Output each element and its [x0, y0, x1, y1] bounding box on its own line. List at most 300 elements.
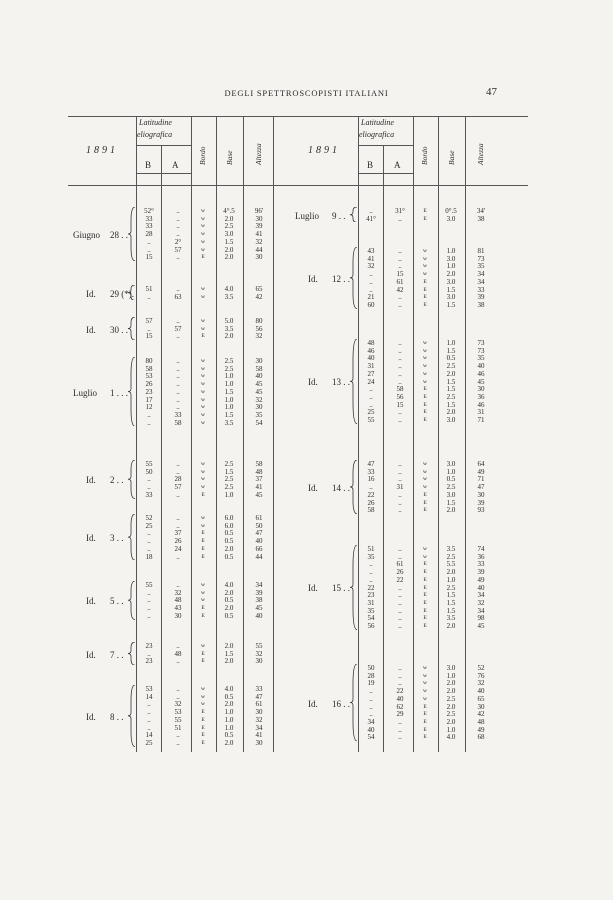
left-lat-b-cell: 15	[145, 332, 153, 341]
right-col-bordo: Bordo	[420, 146, 429, 165]
right-lat-a-cell: ..	[398, 671, 402, 680]
right-altezza-cell: 34	[477, 277, 485, 286]
left-date-label: Luglio	[73, 387, 97, 398]
right-lat-b-cell: ..	[369, 392, 373, 401]
right-lat-a-cell: ..	[398, 300, 402, 309]
left-altezza-cell: 40	[255, 611, 263, 620]
right-altezza-cell: 81	[477, 247, 485, 255]
brace-icon	[128, 317, 136, 340]
right-lat-b-cell: ..	[369, 385, 373, 394]
left-lat-b-cell: 55	[145, 581, 153, 589]
right-base-cell: 1.5	[446, 285, 456, 294]
right-bordo-cell: E	[423, 507, 427, 514]
right-lat-a-cell: ..	[398, 717, 402, 726]
left-base-cell: 0.5	[224, 529, 234, 538]
right-altezza-cell: 30	[477, 702, 485, 711]
left-bordo-cell: w	[201, 223, 205, 230]
left-bordo-cell: E	[201, 333, 205, 340]
right-lat-a-cell: ..	[398, 552, 402, 561]
right-lat-b-cell: ..	[369, 400, 373, 409]
left-base-cell: 1.5	[224, 410, 234, 419]
left-bordo-cell: E	[201, 650, 205, 657]
left-lat-a-cell: ..	[176, 332, 180, 341]
left-lat-a-cell: ..	[176, 685, 180, 693]
right-base-cell: 1.5	[446, 591, 456, 600]
left-base-cell: 6.0	[224, 521, 234, 530]
left-altezza-cell: 42	[255, 292, 263, 301]
right-base-cell: 3.0	[446, 460, 456, 468]
right-bordo-cell: E	[423, 286, 427, 293]
right-lat-a-cell: ..	[398, 545, 402, 553]
right-bordo-cell: w	[423, 553, 427, 560]
left-base-cell: 0.5	[224, 692, 234, 701]
left-base-cell: 4°.5	[223, 207, 235, 215]
right-lat-a-cell: ..	[398, 614, 402, 623]
right-bordo-cell: E	[423, 726, 427, 733]
left-base-cell: 1.0	[224, 715, 234, 724]
left-altezza-cell: 96'	[254, 207, 264, 215]
right-altezza-cell: 52	[477, 664, 485, 672]
left-col-rule	[161, 145, 162, 752]
right-altezza-cell: 31	[477, 408, 485, 417]
right-altezza-cell: 33	[477, 285, 485, 294]
left-altezza-cell: 32	[255, 649, 263, 658]
right-lat-b-cell: 58	[367, 506, 375, 515]
left-lat-b-cell: ..	[147, 237, 151, 246]
right-base-cell: 2.0	[446, 506, 456, 515]
left-lat-b-cell: ..	[147, 588, 151, 597]
left-date-label: Id.	[86, 711, 96, 722]
right-altezza-cell: 74	[477, 545, 485, 553]
right-lat-b-cell: 48	[367, 339, 375, 347]
left-altezza-cell: 45	[255, 604, 263, 613]
brace-icon	[350, 207, 358, 222]
left-lat-b-cell: 23	[145, 387, 153, 396]
right-lat-b-cell: 22	[367, 490, 375, 499]
left-base-cell: 0.5	[224, 596, 234, 605]
left-bordo-cell: w	[201, 701, 205, 708]
left-lat-a-cell: 63	[174, 292, 182, 301]
left-lat-a-cell: ..	[176, 317, 180, 325]
right-bordo-cell: E	[423, 576, 427, 583]
right-lat-a-cell: 58	[396, 385, 404, 394]
right-altezza-cell: 39	[477, 568, 485, 577]
right-lat-b-cell: 24	[367, 377, 375, 386]
right-lat-b-cell: ..	[369, 270, 373, 279]
left-altezza-cell: 54	[255, 418, 263, 427]
right-date-day: 12 . .	[332, 273, 350, 284]
brace-icon	[350, 460, 358, 514]
left-lat-b-cell: ..	[147, 604, 151, 613]
right-bordo-cell: E	[423, 401, 427, 408]
left-base-cell: 2.0	[224, 332, 234, 341]
right-bordo-cell: E	[423, 607, 427, 614]
right-lat-b-cell: 56	[367, 622, 375, 630]
right-bordo-cell: E	[423, 409, 427, 416]
left-base-cell: 4.0	[224, 285, 234, 293]
left-date-day: 28 . .	[110, 229, 128, 240]
right-lat-b-cell: 54	[367, 733, 375, 742]
right-altezza-cell: 71	[477, 475, 485, 484]
left-lat-a-cell: ..	[176, 387, 180, 396]
left-lat-a-cell: 2°	[174, 237, 182, 246]
right-lat-a-cell: 31°	[395, 207, 405, 215]
left-col-rule	[243, 116, 244, 752]
right-lat-a-cell: 61	[396, 277, 404, 286]
table-top-rule	[68, 116, 528, 117]
left-base-cell: 1.0	[224, 380, 234, 389]
left-bordo-cell: w	[201, 461, 205, 467]
left-lat-b-cell: 28	[145, 230, 153, 239]
right-base-cell: 2.5	[446, 392, 456, 401]
left-lat-b-cell: 14	[145, 731, 153, 740]
right-lat-b-cell: 28	[367, 671, 375, 680]
right-lat-b-cell: 16	[367, 475, 375, 484]
right-lat-b-cell: 23	[367, 591, 375, 600]
left-altezza-cell: 38	[255, 596, 263, 605]
left-base-cell: 2.0	[224, 604, 234, 613]
left-altezza-cell: 58	[255, 460, 263, 468]
left-bordo-cell: w	[201, 365, 205, 372]
left-base-cell: 1.0	[224, 403, 234, 412]
right-base-cell: 3.0	[446, 277, 456, 286]
left-bordo-cell: w	[201, 208, 205, 214]
left-lat-b-cell: 33	[145, 490, 153, 499]
right-bordo-cell: w	[423, 672, 427, 679]
left-lat-b-cell: 14	[145, 692, 153, 701]
left-altezza-cell: 34	[255, 723, 263, 732]
right-altezza-cell: 34	[477, 591, 485, 600]
right-base-cell: 1.0	[446, 467, 456, 476]
left-bordo-cell: w	[201, 484, 205, 491]
left-altezza-cell: 30	[255, 357, 263, 365]
left-base-cell: 1.5	[224, 467, 234, 476]
right-lat-a-cell: ..	[398, 346, 402, 355]
left-lat-b-cell: 26	[145, 380, 153, 389]
left-base-cell: 1.5	[224, 649, 234, 658]
right-base-cell: 2.0	[446, 369, 456, 378]
right-lat-a-cell: 22	[396, 575, 404, 584]
left-lat-a-cell: ..	[176, 372, 180, 381]
right-altezza-cell: 68	[477, 733, 485, 742]
left-lat-b-cell: 15	[145, 253, 153, 262]
right-lat-a-cell: 26	[396, 568, 404, 577]
left-base-cell: 2.0	[224, 588, 234, 597]
right-lat-b-cell: 40	[367, 725, 375, 734]
left-base-cell: 0.5	[224, 537, 234, 546]
right-bordo-cell: w	[423, 695, 427, 702]
left-col-rule	[216, 116, 217, 752]
brace-icon	[128, 642, 136, 665]
right-altezza-cell: 40	[477, 687, 485, 696]
right-lat-a-cell: ..	[398, 408, 402, 417]
left-lat-a-cell: ..	[176, 657, 180, 666]
right-bordo-cell: E	[423, 623, 427, 629]
left-year-heading: 1891	[86, 145, 118, 156]
left-lat-a-cell: ..	[176, 230, 180, 239]
left-lat-a-cell: 53	[174, 708, 182, 717]
left-date-label: Id.	[86, 533, 96, 544]
right-bordo-cell: w	[423, 546, 427, 552]
right-bordo-cell: E	[423, 208, 427, 214]
left-altezza-cell: 41	[255, 230, 263, 239]
left-lat-b-cell: 80	[145, 357, 153, 365]
right-altezza-cell: 49	[477, 725, 485, 734]
left-lat-a-cell: 51	[174, 723, 182, 732]
left-lat-a-cell: ..	[176, 460, 180, 468]
right-lat-a-cell: ..	[398, 262, 402, 271]
left-lat-a-cell: ..	[176, 380, 180, 389]
right-lat-a-cell: 15	[396, 400, 404, 409]
left-lat-a-cell: ..	[176, 253, 180, 262]
left-bordo-cell: w	[201, 325, 205, 332]
left-base-cell: 1.5	[224, 237, 234, 246]
right-lat-a-cell: 40	[396, 694, 404, 703]
left-altezza-cell: 32	[255, 715, 263, 724]
right-bordo-cell: E	[423, 499, 427, 506]
right-bordo-cell: E	[423, 386, 427, 393]
left-base-cell: 5.0	[224, 317, 234, 325]
left-altezza-cell: 45	[255, 380, 263, 389]
left-lat-a-cell: ..	[176, 642, 180, 650]
right-lat-b-cell: ..	[369, 560, 373, 569]
left-lat-b-cell: ..	[147, 708, 151, 717]
right-lat-b-cell: 43	[367, 247, 375, 255]
right-lat-a-cell: ..	[398, 622, 402, 630]
left-lat-a-cell: 48	[174, 649, 182, 658]
right-base-cell: 2.5	[446, 694, 456, 703]
right-base-cell: 3.0	[446, 664, 456, 672]
right-altezza-cell: 35	[477, 262, 485, 271]
right-bordo-cell: w	[423, 468, 427, 475]
right-altezza-cell: 98	[477, 614, 485, 623]
left-lat-a-cell: ..	[176, 364, 180, 373]
right-bordo-cell: w	[423, 378, 427, 385]
left-col-altezza: Altezza	[254, 143, 263, 165]
right-altezza-cell: 64	[477, 460, 485, 468]
right-bordo-cell: w	[423, 370, 427, 377]
left-altezza-cell: 32	[255, 332, 263, 341]
right-lat-a-cell: ..	[398, 490, 402, 499]
left-bordo-cell: w	[201, 476, 205, 483]
left-base-cell: 1.0	[224, 395, 234, 404]
left-date-label: Id.	[86, 288, 96, 299]
right-col-rule	[438, 116, 439, 752]
right-altezza-cell: 33	[477, 560, 485, 569]
right-bordo-cell: w	[423, 484, 427, 491]
right-bordo-cell: E	[423, 278, 427, 285]
right-lat-a-cell: ..	[398, 460, 402, 468]
left-altezza-cell: 58	[255, 364, 263, 373]
right-lat-a-cell: 22	[396, 687, 404, 696]
left-bordo-cell: E	[201, 732, 205, 739]
left-bordo-cell: E	[201, 605, 205, 612]
left-base-cell: 2.0	[224, 245, 234, 254]
right-bordo-cell: E	[423, 215, 427, 222]
right-lat-a-cell: 15	[396, 270, 404, 279]
left-lat-b-cell: 23	[145, 642, 153, 650]
right-lat-a-cell: 29	[396, 710, 404, 719]
right-base-cell: 1.5	[446, 346, 456, 355]
right-date-label: Id.	[308, 583, 318, 594]
right-lat-b-cell: 55	[367, 416, 375, 424]
right-base-cell: 0.5	[446, 354, 456, 363]
left-date-day: 7 . .	[110, 649, 124, 660]
right-lat-a-cell: ..	[398, 377, 402, 386]
left-lat-b-cell: ..	[147, 700, 151, 709]
left-altezza-cell: 39	[255, 222, 263, 231]
left-base-cell: 4.0	[224, 685, 234, 693]
right-lat-b-cell: 54	[367, 614, 375, 623]
right-altezza-cell: 30	[477, 385, 485, 394]
left-lat-b-cell: 25	[145, 738, 153, 747]
left-altezza-cell: 61	[255, 514, 263, 522]
running-header: DEGLI SPETTROSCOPISTI ITALIANI	[224, 88, 389, 98]
left-altezza-cell: 44	[255, 245, 263, 254]
left-base-cell: 1.5	[224, 387, 234, 396]
right-lat-a-cell: ..	[398, 339, 402, 347]
left-bordo-cell: w	[201, 238, 205, 245]
left-lat-b-cell: 55	[145, 460, 153, 468]
right-lat-title: Latitudine	[361, 118, 394, 127]
left-date-day: 30 . .	[110, 324, 128, 335]
left-lat-a-cell: 37	[174, 529, 182, 538]
right-lat-b-cell: ..	[369, 277, 373, 286]
right-base-cell: 3.0	[446, 254, 456, 263]
left-lat-title-2: eliografica	[137, 130, 173, 139]
right-date-day: 14 . .	[332, 482, 350, 493]
right-lat-b-cell: ..	[369, 285, 373, 294]
left-date-day: 2 . .	[110, 475, 124, 486]
left-altezza-cell: 48	[255, 467, 263, 476]
right-lat-a-cell: ..	[398, 214, 402, 223]
right-base-cell: 1.5	[446, 400, 456, 409]
right-base-cell: 3.0	[446, 214, 456, 223]
right-base-cell: 4.0	[446, 733, 456, 742]
left-bordo-cell: w	[201, 522, 205, 529]
right-bordo-cell: w	[423, 347, 427, 354]
right-lat-a-cell: ..	[398, 467, 402, 476]
right-altezza-cell: 34'	[476, 207, 486, 215]
left-base-cell: 2.0	[224, 700, 234, 709]
left-altezza-cell: 80	[255, 317, 263, 325]
brace-icon	[128, 685, 136, 747]
right-altezza-cell: 38	[477, 214, 485, 223]
right-lat-b-cell: ..	[369, 702, 373, 711]
left-base-cell: 6.0	[224, 514, 234, 522]
left-lat-b-cell: 51	[145, 285, 153, 293]
left-bordo-cell: E	[201, 530, 205, 537]
right-bordo-cell: w	[423, 476, 427, 483]
right-lat-b-cell: 22	[367, 583, 375, 592]
left-lat-a-cell: 57	[174, 483, 182, 492]
right-bordo-cell: E	[423, 584, 427, 591]
right-altezza-cell: 76	[477, 671, 485, 680]
right-lat-a-cell: ..	[398, 498, 402, 507]
right-bordo-cell: w	[423, 340, 427, 346]
right-altezza-cell: 47	[477, 483, 485, 492]
right-base-cell: 2.5	[446, 362, 456, 371]
right-date-label: Id.	[308, 273, 318, 284]
left-bordo-cell: w	[201, 373, 205, 380]
right-lat-b-cell: 50	[367, 664, 375, 672]
right-bordo-cell: E	[423, 393, 427, 400]
left-base-cell: 2.0	[224, 642, 234, 650]
right-base-cell: 1.5	[446, 300, 456, 309]
left-bordo-cell: w	[201, 293, 205, 300]
left-date-label: Id.	[86, 649, 96, 660]
right-base-cell: 2.5	[446, 483, 456, 492]
right-lat-b-cell: 40	[367, 354, 375, 363]
right-date-day: 13 . .	[332, 377, 350, 388]
left-date-day: 5 . .	[110, 596, 124, 607]
left-lat-a-cell: 26	[174, 537, 182, 546]
right-altezza-cell: 71	[477, 416, 485, 424]
left-lat-a-cell: 48	[174, 596, 182, 605]
left-base-cell: 4.0	[224, 581, 234, 589]
right-bordo-cell: w	[423, 665, 427, 671]
right-bordo-cell: w	[423, 263, 427, 270]
right-altezza-cell: 46	[477, 369, 485, 378]
left-altezza-cell: 33	[255, 685, 263, 693]
right-base-cell: 2.0	[446, 270, 456, 279]
right-lat-a-cell: ..	[398, 362, 402, 371]
right-lat-rule	[358, 145, 413, 146]
left-lat-a-cell: ..	[176, 207, 180, 215]
right-altezza-cell: 73	[477, 254, 485, 263]
left-altezza-cell: 40	[255, 537, 263, 546]
left-bordo-cell: E	[201, 724, 205, 731]
right-lat-b-cell: 60	[367, 300, 375, 309]
right-bordo-cell: w	[423, 461, 427, 467]
right-altezza-cell: 48	[477, 717, 485, 726]
right-base-cell: 5.5	[446, 560, 456, 569]
left-bordo-cell: w	[201, 643, 205, 649]
center-rule	[273, 116, 274, 752]
right-lat-b-cell: 41°	[366, 214, 376, 223]
left-lat-a-cell: 30	[174, 611, 182, 620]
right-base-cell: 3.5	[446, 614, 456, 623]
left-altezza-cell: 45	[255, 490, 263, 499]
right-lat-b-cell: 46	[367, 346, 375, 355]
right-bordo-cell: E	[423, 703, 427, 710]
right-bordo-cell: E	[423, 711, 427, 718]
right-col-b: B	[367, 160, 374, 170]
right-altezza-cell: 73	[477, 346, 485, 355]
left-date-label: Id.	[86, 596, 96, 607]
left-bordo-cell: w	[201, 686, 205, 692]
right-altezza-cell: 93	[477, 506, 485, 515]
right-altezza-cell: 49	[477, 575, 485, 584]
left-lat-a-cell: 32	[174, 588, 182, 597]
left-altezza-cell: 44	[255, 552, 263, 561]
right-bordo-cell: w	[423, 248, 427, 254]
left-lat-b-cell: ..	[147, 529, 151, 538]
left-lat-b-cell: 58	[145, 364, 153, 373]
right-lat-b-cell: 47	[367, 460, 375, 468]
left-altezza-cell: 40	[255, 372, 263, 381]
right-base-cell: 3.5	[446, 545, 456, 553]
right-altezza-cell: 39	[477, 293, 485, 302]
left-lat-b-cell: ..	[147, 723, 151, 732]
header-bottom-rule	[68, 185, 528, 186]
left-lat-b-cell: 25	[145, 521, 153, 530]
left-bordo-cell: w	[201, 589, 205, 596]
brace-icon	[128, 357, 136, 426]
left-bordo-cell: w	[201, 246, 205, 253]
left-col-rule	[136, 116, 137, 752]
right-col-rule	[358, 116, 359, 752]
